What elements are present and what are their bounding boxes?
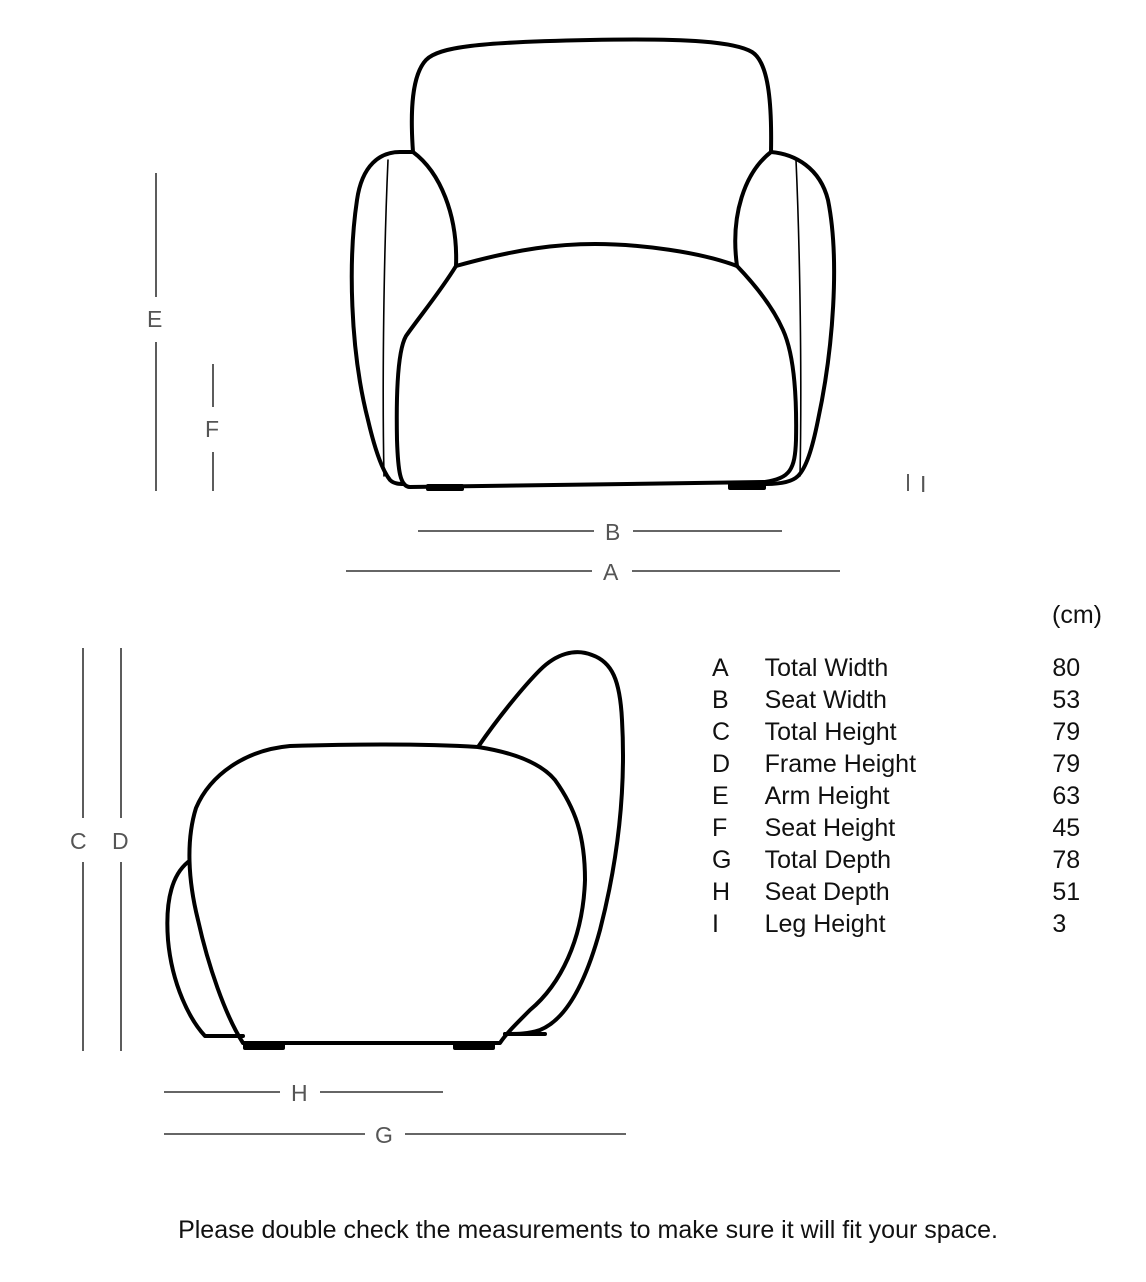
legend-value: 80 <box>1052 653 1081 682</box>
legend-name: Total Depth <box>764 845 892 874</box>
front-view-dimensions <box>147 173 926 585</box>
legend-key: D <box>712 749 731 778</box>
legend-row-h <box>712 876 1102 908</box>
dim-label-i: I <box>920 471 927 497</box>
legend-key: E <box>712 781 729 810</box>
unit-label: (cm) <box>1052 601 1102 629</box>
legend-key: B <box>712 685 729 714</box>
legend-value: 51 <box>1052 877 1081 906</box>
legend-row-b <box>712 684 1102 716</box>
legend-name: Total Width <box>764 653 889 682</box>
legend-key: C <box>712 717 731 746</box>
legend-value: 79 <box>1052 749 1081 778</box>
legend-row-c <box>712 716 1102 748</box>
dim-label-a: A <box>603 559 619 585</box>
legend-name: Frame Height <box>764 749 917 778</box>
front-left-arm <box>352 152 456 484</box>
legend-value: 45 <box>1052 813 1081 842</box>
front-view-chair <box>352 40 834 492</box>
legend-name: Arm Height <box>764 781 890 810</box>
side-view-dimensions <box>70 648 626 1148</box>
legend-key: F <box>712 813 728 842</box>
legend-row-g <box>712 844 1102 876</box>
legend-value: 53 <box>1052 685 1081 714</box>
dim-label-g: G <box>375 1122 393 1148</box>
legend-value: 78 <box>1052 845 1081 874</box>
legend-name: Seat Depth <box>764 877 890 906</box>
side-rear-leg <box>243 1043 285 1050</box>
legend-value: 3 <box>1052 909 1067 938</box>
legend-name: Seat Height <box>764 813 896 842</box>
measurement-legend <box>712 652 1102 940</box>
legend-key: A <box>712 653 729 682</box>
side-view-chair <box>167 652 623 1050</box>
legend-row-a <box>712 652 1102 684</box>
legend-name: Leg Height <box>764 909 886 938</box>
legend-key: G <box>712 845 732 874</box>
front-right-arm <box>735 152 834 484</box>
dim-label-f: F <box>205 416 220 442</box>
legend-row-d <box>712 748 1102 780</box>
footer-note: Please double check the measurements to make sure it will fit your space. <box>178 1216 998 1244</box>
legend-value: 79 <box>1052 717 1081 746</box>
dim-label-h: H <box>291 1080 308 1106</box>
side-front-leg <box>453 1043 495 1050</box>
side-backrest <box>478 652 623 1034</box>
legend-name: Total Height <box>764 717 897 746</box>
legend-value: 63 <box>1052 781 1081 810</box>
dim-label-c: C <box>70 828 87 854</box>
side-arm-body <box>189 745 585 1043</box>
legend-name: Seat Width <box>764 685 887 714</box>
dim-label-d: D <box>112 828 129 854</box>
legend-key: I <box>712 909 719 938</box>
legend-row-i <box>712 908 1102 940</box>
legend-row-f <box>712 812 1102 844</box>
legend-row-e <box>712 780 1102 812</box>
front-seat-cushion <box>397 244 796 487</box>
front-right-leg <box>728 483 766 490</box>
dim-label-b: B <box>605 519 621 545</box>
legend-key: H <box>712 877 731 906</box>
front-left-leg <box>426 484 464 491</box>
front-backrest <box>412 40 771 153</box>
front-left-arm-seam <box>383 160 388 476</box>
dim-label-e: E <box>147 306 163 332</box>
